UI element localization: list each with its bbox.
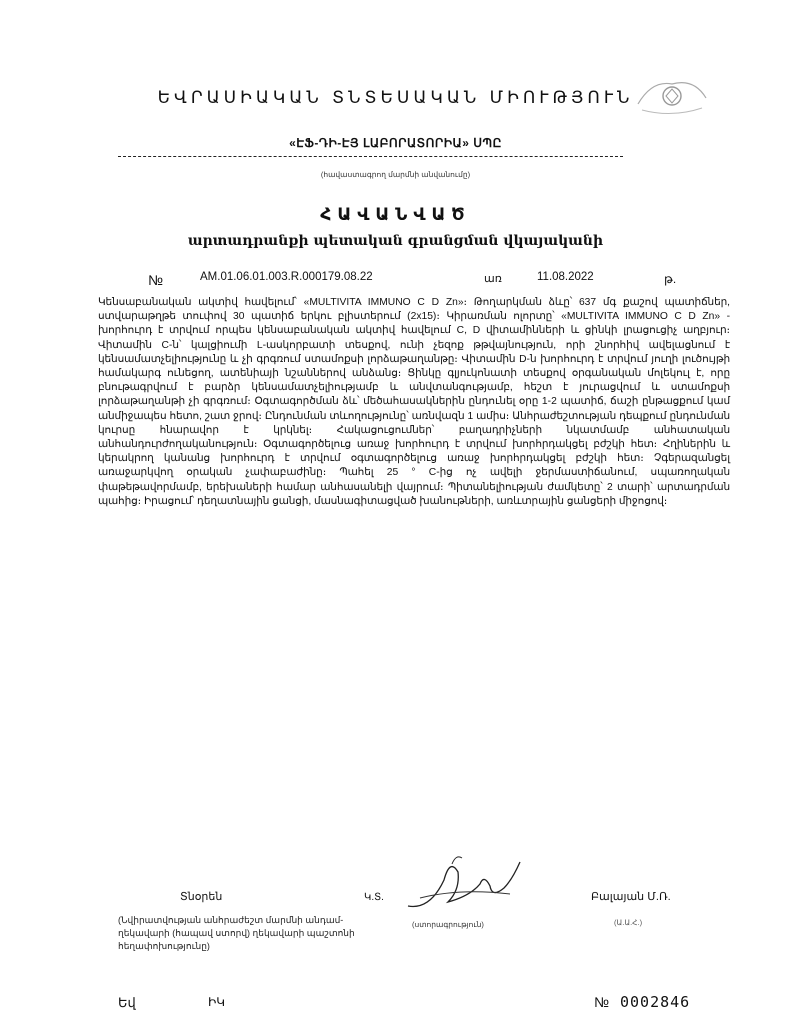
emblem-icon bbox=[632, 74, 712, 120]
signer-name-note: (Ա.Ա.Հ.) bbox=[614, 918, 643, 927]
year-suffix: թ. bbox=[664, 272, 677, 286]
signer-title: Տնօրեն bbox=[180, 891, 223, 903]
document-title: ՀԱՎԱՆՎԱԾ bbox=[320, 205, 471, 225]
signer-title-note: (Նվիրատվության անհրաժեշտ մարմնի անդամ-ղեկավարի (հապավ ստորվ) ղեկավարի պաշտոնի հեղափոխությունը) bbox=[118, 915, 355, 951]
series-mid: ԻԿ bbox=[208, 995, 226, 1009]
serial-number-symbol: № bbox=[594, 994, 610, 1010]
ministry-title: ԵՎՐԱՍԻԱԿԱՆ ՏՆՏԵՍԱԿԱՆ ՄԻՈՒԹՅՈՒՆ bbox=[157, 88, 634, 108]
registration-number: AM.01.06.01.003.R.000179.08.22 bbox=[200, 271, 373, 283]
date-label: առ bbox=[484, 273, 502, 285]
handwritten-signature bbox=[400, 850, 540, 920]
organization-note: (հավաստագրող մարմնի անվանումը) bbox=[320, 170, 471, 179]
signature-note: (ստորագրություն) bbox=[412, 920, 484, 929]
stamp-place-label: Կ.Տ. bbox=[364, 892, 384, 903]
serial-number: 0002846 bbox=[620, 993, 691, 1011]
registration-date: 11.08.2022 bbox=[537, 271, 594, 283]
product-description: Կենսաբանական ակտիվ հավելում՝ «MULTIVITA IMMUNO C D Zn»։ Թողարկման ձևը՝ 637 մգ քաշով պատիճներ, ստվարաթղթե տուփով 30 պատիճ երկու բլիստերում (2x15)։ Կիրառման ոլորտը՝ «MULTIVITA IMMUNO C D Zn» - խորհուրդ է տրվում որպես կենսաբանական ակտիվ հավելում C, D վիտամինների և ցինկի լրացուցիչ աղբյուր։ Վիտամին C-ն՝ կալցիումի L-ասկորբատի տեսքով, ունի չեզոք թթվայնություն, որի շնորհիվ ավելացնում է կենսամատչելիությունը և չի գրգռում ստամոքսի լորձաթաղանթը։ Վիտամին D-ն խորհուրդ է տրվում յուղի լուծույթի համակարգ ունեցող, ատենիայի նշաններով անձանց։ Ցինկը գլյուկոնատի տեսքով օրգանական մոլեկուլ է, որը բնութագրվում է բարձր կենսամատչելիությամբ և անվտանգությամբ, հեշտ է յուրացվում և ստամոքսի լորձաթաղանթի չի գրգռում։ Օգտագործման ձև՝ մեծահասակներին ընդունել օրը 1-2 պատիճ, ճաշի ընթացքում կամ անմիջապես հետո, շատ ջրով։ Ընդունման տևողությունը՝ առնվազն 1 ամիս։ Անհրաժեշտության դեպքում ընդունման կուրսը հնարավոր է կրկնել։ Հակացուցումներ՝ բաղադրիչների նկատմամբ անհատական անհանդուրժողականություն։ Օգտագործելուց առաջ խորհուրդ է տրվում խորհրդակցել բժշկի հետ։ Հղիներին և կերակրող կանանց խորհուրդ է տրվում օգտագործելուց առաջ խորհրդակցել բժշկի հետ։ Չգերազանցել առաջարկվող օրական չափաբաժինը։ Պահել 25 ° C-ից ոչ ավելի ջերմաստիճանում, սպառողական փաթեթավորմամբ, երեխաների համար անհասանելի վայրում։ Պիտանելիության ժամկետը՝ 2 տարի՝ արտադրման պահից։ Իրացում՝ դեղատնային ցանցի, մասնագիտացված խանութների, առևտրային ցանցերի միջոցով։ bbox=[98, 297, 730, 507]
document-subtitle: արտադրանքի պետական գրանցման վկայականի bbox=[187, 233, 604, 249]
signer-name: Բալայան Մ.Ռ. bbox=[591, 891, 671, 903]
number-symbol: № bbox=[148, 272, 164, 288]
organization-name: «ԷՖ-ԴԻ-ԷՅ ԼԱԲՈՐԱՏՈՐԻԱ» ՍՊԸ bbox=[289, 136, 502, 150]
series-label: Եվ bbox=[118, 995, 136, 1010]
header-divider bbox=[118, 156, 623, 157]
